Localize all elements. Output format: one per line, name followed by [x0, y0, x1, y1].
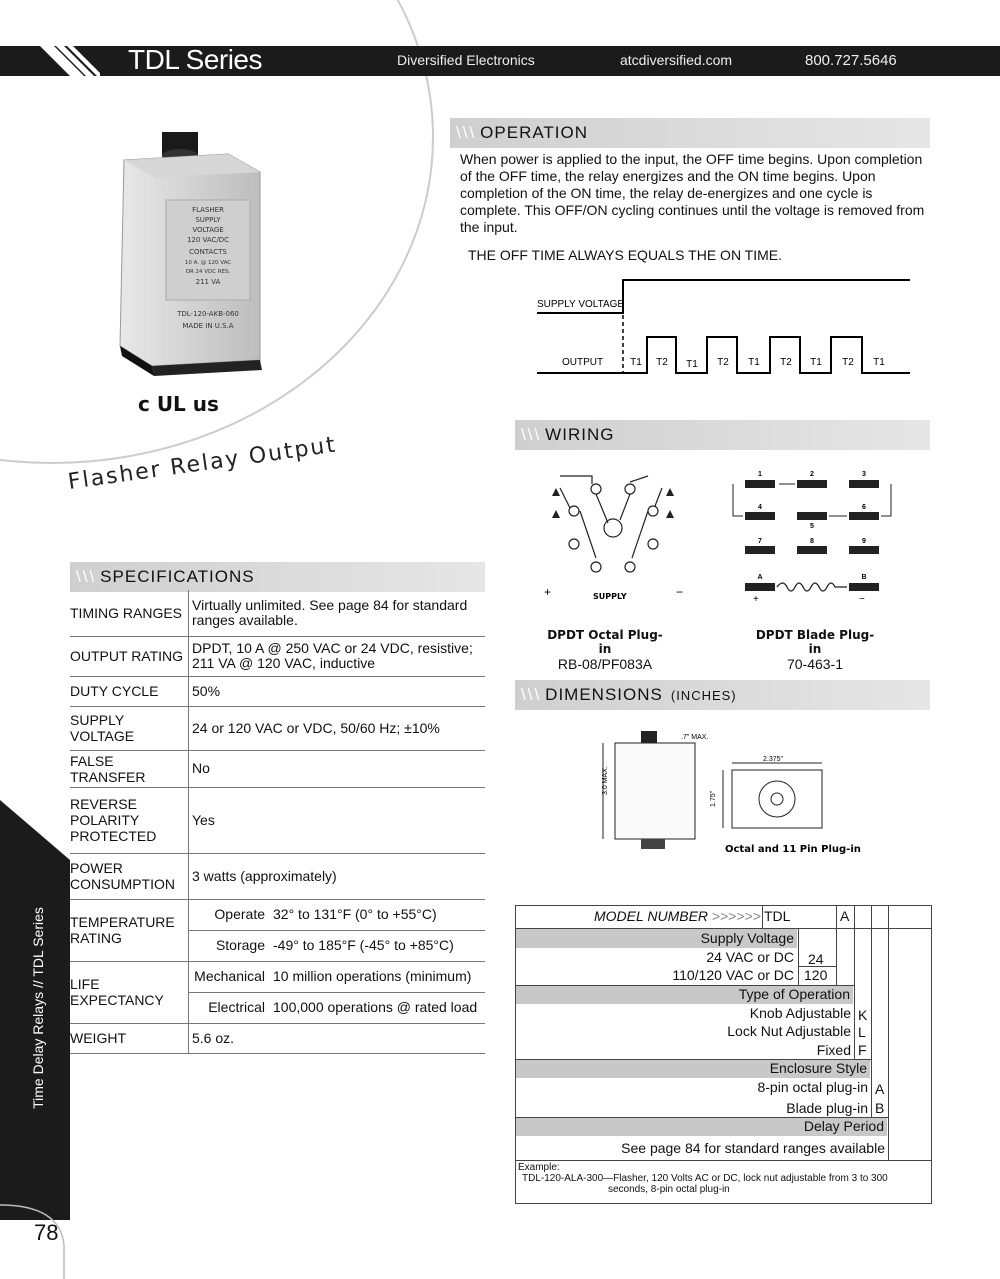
spec-table	[70, 590, 485, 1054]
side-tab-label: Time Delay Relays // TDL Series	[30, 907, 46, 1109]
enclosure-opt: 8-pin octal plug-in	[757, 1079, 868, 1095]
svg-text:7: 7	[758, 538, 762, 545]
octal-part: RB-08/PF083A	[557, 656, 653, 672]
octal-title: DPDT Octal Plug-in	[547, 628, 663, 656]
spec-row	[70, 750, 485, 787]
spec-value: DPDT, 10 A @ 250 VAC or 24 VDC, resistive; 211 VA @ 120 VAC, inductive	[189, 636, 486, 676]
spec-row	[70, 961, 485, 1023]
type-opt: Fixed	[816, 1042, 851, 1058]
supply-label: SUPPLY	[593, 592, 627, 601]
dimensions-unit: (INCHES)	[670, 687, 737, 703]
sub-value: 100,000 operations @ rated load	[273, 999, 478, 1015]
label-line: 211 VA	[195, 278, 221, 286]
type-opt: Knob Adjustable	[749, 1005, 851, 1021]
dimensions-heading: \\\ DIMENSIONS (INCHES)	[515, 680, 930, 710]
supply-code: 24	[808, 951, 824, 967]
spec-value: Yes	[189, 787, 486, 853]
spec-value: No	[189, 750, 486, 787]
supply-voltage-label: SUPPLY VOLTAGE	[537, 299, 625, 310]
label-line: 10 A. @ 120 VAC	[184, 260, 232, 266]
svg-text:1: 1	[758, 471, 762, 478]
output-label: OUTPUT	[562, 357, 604, 368]
pulse-label: T2	[717, 357, 729, 368]
dimensions-diagram	[595, 725, 861, 860]
spec-label: DUTY CYCLE	[70, 676, 189, 706]
example-text: Example: TDL-120-ALA-300—Flasher, 120 Volts AC or DC, lock nut adjustable from 3 to 300 seconds, 8-pin octal plug-in	[518, 1162, 888, 1195]
spec-row	[70, 787, 485, 853]
label-line: FLASHER	[192, 206, 224, 214]
spec-row	[70, 676, 485, 706]
svg-text:6: 6	[862, 504, 866, 511]
made-in: MADE IN U.S.A	[182, 322, 234, 330]
delay-text: See page 84 for standard ranges available	[621, 1140, 885, 1156]
spec-row	[70, 853, 485, 899]
label-line: 120 VAC/DC	[186, 236, 230, 244]
svg-text:2: 2	[810, 471, 814, 478]
supply-code: 120	[804, 967, 828, 983]
supply-opt: 24 VAC or DC	[706, 949, 794, 965]
ul-cert-icon: c UL us	[138, 392, 219, 416]
octal-wiring-diagram	[540, 468, 690, 608]
pulse-label: T1	[873, 357, 885, 368]
svg-text:A: A	[757, 574, 763, 581]
pulse-label: T2	[656, 357, 668, 368]
blade-title: DPDT Blade Plug-in	[755, 628, 875, 656]
spec-label: FALSE TRANSFER	[70, 750, 189, 787]
svg-text:−: −	[676, 585, 684, 599]
spec-label: POWER CONSUMPTION	[70, 853, 189, 899]
series-title: TDL Series	[128, 44, 263, 75]
svg-text:B: B	[861, 574, 867, 581]
pulse-label: T1	[686, 359, 698, 370]
svg-text:5: 5	[810, 523, 814, 530]
svg-text:+: +	[544, 585, 552, 599]
dim-knob: .7" MAX.	[681, 734, 709, 741]
sub-label: Mechanical	[194, 968, 265, 984]
label-line: OR 24 VDC RES.	[185, 269, 231, 275]
sub-value: -49° to 185°F (-45° to +85°C)	[273, 937, 454, 953]
spec-row	[70, 1023, 485, 1053]
website-link[interactable]: atcdiversified.com	[620, 52, 733, 68]
dim-height: 3.0 MAX.	[602, 766, 609, 795]
dim-depth: 1.75"	[710, 790, 717, 807]
blade-wiring-diagram	[725, 466, 895, 606]
type-code: K	[858, 1007, 868, 1023]
label-line: CONTACTS	[189, 248, 227, 256]
spec-label: WEIGHT	[70, 1023, 189, 1053]
label-line: SUPPLY	[195, 216, 221, 224]
model-number-table	[515, 905, 932, 1204]
timing-diagram	[535, 275, 915, 380]
phone-number: 800.727.5646	[805, 52, 897, 69]
type-code: L	[858, 1024, 866, 1040]
enclosure-code: A	[875, 1081, 885, 1097]
svg-text:9: 9	[862, 538, 866, 545]
enclosure-opt: Blade plug-in	[786, 1100, 868, 1116]
stripes-icon	[40, 46, 100, 76]
spec-label: TIMING RANGES	[70, 590, 189, 636]
company-name: Diversified Electronics	[397, 52, 535, 68]
spec-value: Virtually unlimited. See page 84 for standard ranges available.	[189, 590, 486, 636]
octal-caption	[545, 628, 665, 672]
operation-heading: \\\ OPERATION	[450, 118, 930, 148]
label-line: VOLTAGE	[192, 226, 224, 234]
spec-row	[70, 636, 485, 676]
spec-label: REVERSE POLARITY PROTECTED	[70, 787, 189, 853]
spec-value: 3 watts (approximately)	[189, 853, 486, 899]
pulse-label: T1	[630, 357, 642, 368]
supply-opt: 110/120 VAC or DC	[672, 967, 794, 983]
svg-text:+: +	[753, 594, 759, 605]
sub-label: Operate	[214, 906, 265, 922]
product-subtitle: Flasher Relay Output	[66, 432, 339, 495]
operation-paragraph: When power is applied to the input, the OFF time begins. Upon completion of the OFF time, the relay energizes and the ON time begins. Upon completion of the ON time, the relay de-energizes and one cycle is complete. This OFF/ON cycling continues until the voltage is removed from the input.	[460, 151, 925, 235]
sub-value: 10 million operations (minimum)	[273, 968, 472, 984]
relay-product-image	[110, 120, 270, 370]
spec-label: TEMPERATURE RATING	[70, 899, 189, 961]
specifications-heading: \\\ SPECIFICATIONS	[70, 562, 485, 592]
spec-value: 5.6 oz.	[189, 1023, 486, 1053]
pulse-label: T1	[748, 357, 760, 368]
spec-label: LIFE EXPECTANCY	[70, 961, 189, 1023]
spec-value: 24 or 120 VAC or VDC, 50/60 Hz; ±10%	[189, 706, 486, 750]
operation-title: OPERATION	[480, 123, 589, 142]
pulse-label: T1	[810, 357, 822, 368]
spec-row	[70, 706, 485, 750]
sub-label: Electrical	[208, 999, 265, 1015]
svg-text:8: 8	[810, 538, 814, 545]
spec-value: 50%	[189, 676, 486, 706]
model-code: A	[840, 908, 850, 924]
model-label: MODEL NUMBER >>>>>>	[593, 908, 761, 924]
sub-value: 32° to 131°F (0° to +55°C)	[273, 906, 437, 922]
spec-row	[70, 590, 485, 636]
operation-note: THE OFF TIME ALWAYS EQUALS THE ON TIME.	[468, 247, 783, 263]
sub-label: Storage	[215, 937, 265, 953]
page-number: 78	[34, 1220, 59, 1245]
spec-label: OUTPUT RATING	[70, 636, 189, 676]
pulse-label: T2	[780, 357, 792, 368]
blade-caption	[750, 628, 880, 672]
enclosure-heading: Enclosure Style	[516, 1059, 870, 1078]
pulse-label: T2	[842, 357, 854, 368]
svg-text:−: −	[859, 594, 865, 605]
svg-text:3: 3	[862, 471, 866, 478]
supply-heading: Supply Voltage	[516, 929, 797, 948]
type-opt: Lock Nut Adjustable	[727, 1023, 851, 1039]
enclosure-code: B	[875, 1100, 885, 1116]
svg-text:4: 4	[758, 504, 762, 511]
blade-part: 70-463-1	[786, 656, 844, 672]
dim-width: 2.375"	[763, 756, 784, 763]
part-number: TDL-120-AKB-060	[177, 310, 239, 318]
wiring-heading: \\\ WIRING	[515, 420, 930, 450]
model-prefix: TDL	[764, 908, 791, 924]
type-code: F	[858, 1042, 867, 1058]
type-heading: Type of Operation	[516, 985, 853, 1004]
spec-label: SUPPLY VOLTAGE	[70, 706, 189, 750]
delay-heading: Delay Period	[516, 1117, 887, 1136]
spec-row	[70, 899, 485, 961]
dim-caption: Octal and 11 Pin Plug-in	[725, 844, 861, 855]
